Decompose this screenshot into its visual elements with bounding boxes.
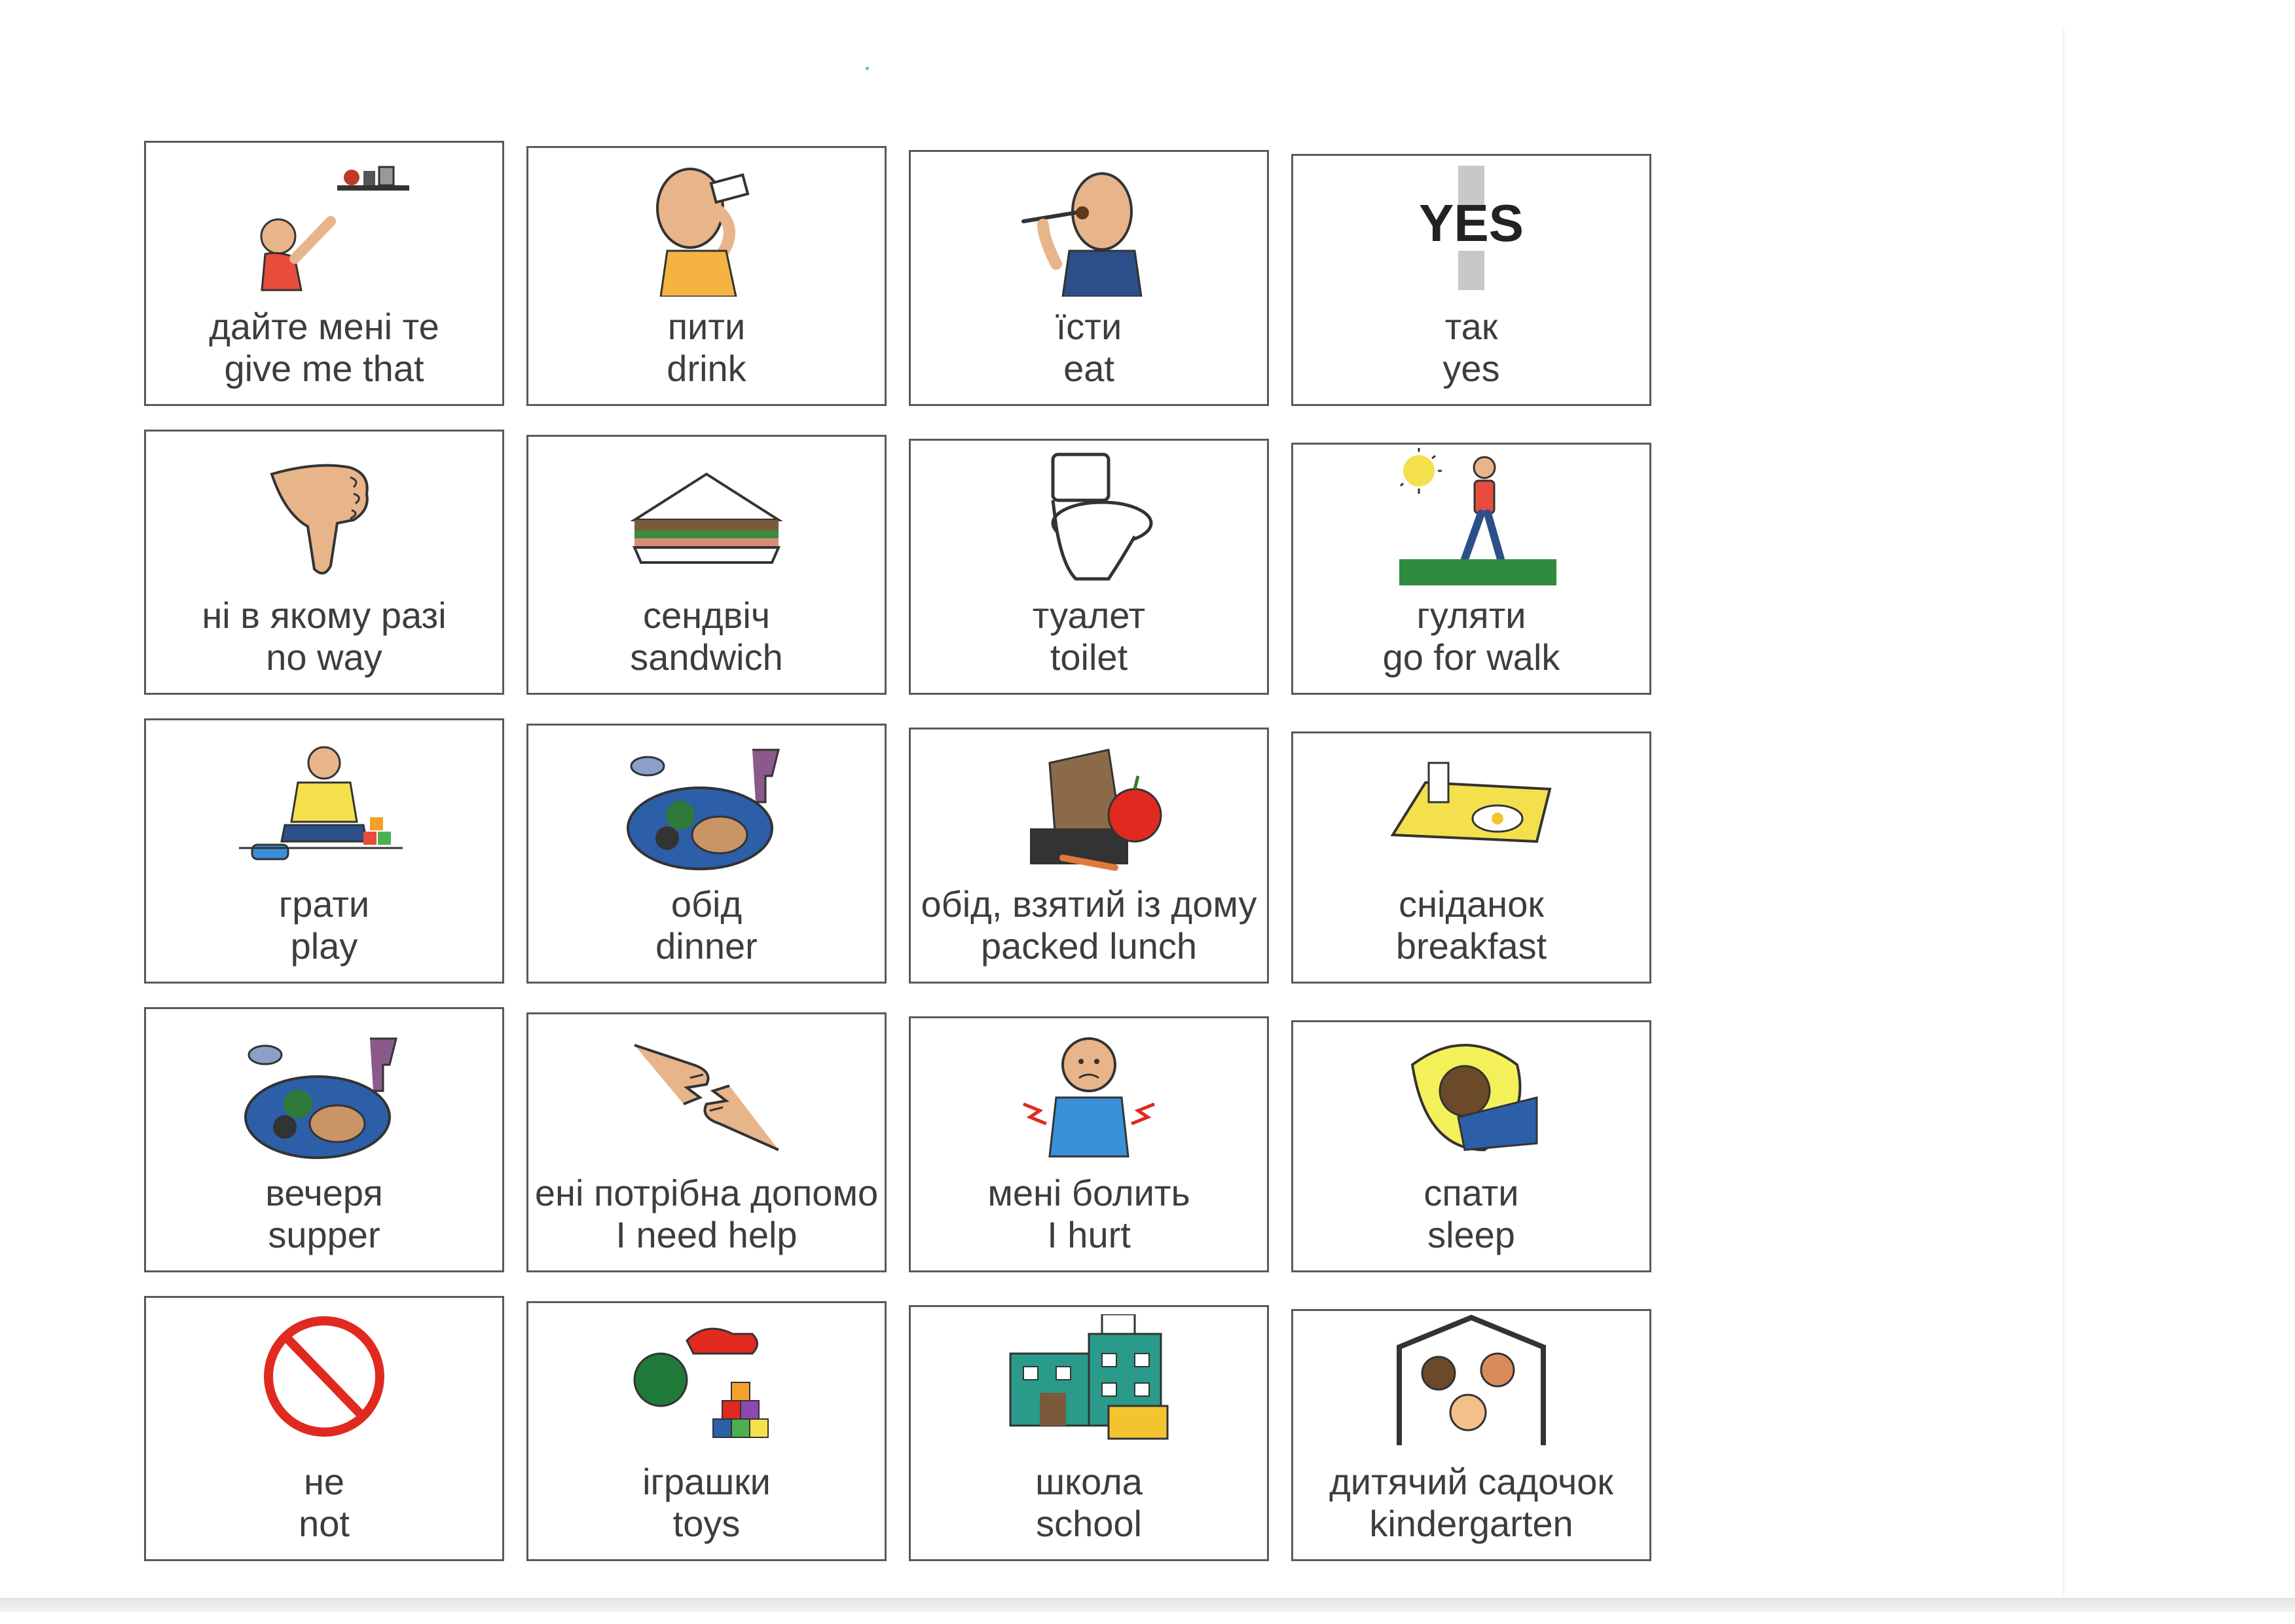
breakfast-tray-icon	[1386, 737, 1556, 874]
card-label-en: breakfast	[1395, 925, 1547, 967]
card-label-en: drink	[667, 348, 746, 389]
card-go-for-walk[interactable]	[1291, 443, 1651, 695]
toys-icon	[621, 1314, 792, 1452]
card-label-uk: ні в якому разі	[202, 595, 447, 636]
card-label-en: no way	[266, 637, 382, 678]
card-packed-lunch[interactable]	[909, 728, 1269, 984]
card-label-en: eat	[1063, 348, 1114, 389]
card-label-en: not	[299, 1503, 350, 1544]
card-drink[interactable]	[526, 146, 887, 406]
card-label-uk: гуляти	[1416, 595, 1526, 636]
card-supper[interactable]	[144, 1007, 504, 1272]
card-school[interactable]	[909, 1305, 1269, 1561]
card-label-en: I need help	[615, 1214, 798, 1255]
school-icon	[1004, 1314, 1174, 1452]
card-label-uk: дитячий садочок	[1329, 1461, 1613, 1502]
card-play[interactable]	[144, 718, 504, 984]
card-no-way[interactable]	[144, 430, 504, 695]
card-label-uk: ені потрібна допомо	[534, 1172, 879, 1213]
walk-icon	[1386, 448, 1556, 585]
scan-bottom-edge	[0, 1598, 2295, 1612]
card-label-en: packed lunch	[980, 925, 1197, 967]
kindergarten-icon	[1386, 1314, 1556, 1452]
card-label-uk: сніданок	[1399, 883, 1544, 925]
card-label-en: I hurt	[1047, 1214, 1131, 1255]
card-eat[interactable]	[909, 150, 1269, 406]
card-label-en: sandwich	[630, 637, 783, 678]
no-sign-icon	[239, 1314, 409, 1452]
card-sleep[interactable]	[1291, 1020, 1651, 1272]
speck	[866, 67, 869, 70]
yes-icon	[1386, 159, 1556, 297]
card-label-uk: вечеря	[265, 1172, 383, 1213]
card-label-en: yes	[1442, 348, 1500, 389]
hurt-icon	[1004, 1025, 1174, 1163]
card-label-en: play	[290, 925, 358, 967]
card-sandwich[interactable]	[526, 435, 887, 695]
card-label-uk: спати	[1423, 1172, 1519, 1213]
card-label-uk: їсти	[1056, 306, 1122, 347]
card-i-need-help[interactable]	[526, 1012, 887, 1272]
card-i-hurt[interactable]	[909, 1016, 1269, 1272]
card-kindergarten[interactable]	[1291, 1309, 1651, 1561]
card-label-en: toys	[672, 1503, 741, 1544]
point-at-shelf-icon	[239, 159, 409, 297]
toilet-icon	[1004, 448, 1174, 585]
sleep-icon	[1386, 1025, 1556, 1163]
card-not[interactable]	[144, 1296, 504, 1561]
card-label-en: school	[1036, 1503, 1142, 1544]
helping-hands-icon	[621, 1025, 792, 1163]
card-label-uk: мені болить	[987, 1172, 1190, 1213]
thumbs-down-icon	[239, 448, 409, 585]
card-label-uk: іграшки	[642, 1461, 771, 1502]
card-label-uk: сендвіч	[642, 595, 771, 636]
card-yes[interactable]	[1291, 154, 1651, 406]
card-dinner[interactable]	[526, 724, 887, 984]
card-label-uk: школа	[1035, 1461, 1143, 1502]
eat-icon	[1004, 159, 1174, 297]
card-label-uk: пити	[667, 306, 746, 347]
card-label-en: toilet	[1050, 637, 1128, 678]
sandwich-icon	[621, 448, 792, 585]
card-label-en: sleep	[1427, 1214, 1515, 1255]
play-icon	[239, 737, 409, 874]
card-label-uk: обід, взятий із дому	[921, 883, 1257, 925]
card-label-uk: туалет	[1032, 595, 1146, 636]
card-label-en: dinner	[655, 925, 758, 967]
card-toys[interactable]	[526, 1301, 887, 1561]
card-label-en: give me that	[224, 348, 424, 389]
card-label-uk: не	[303, 1461, 345, 1502]
supper-plate-icon	[239, 1025, 409, 1163]
card-label-en: go for walk	[1382, 637, 1560, 678]
card-toilet[interactable]	[909, 439, 1269, 695]
page-edge-line	[2063, 26, 2065, 1598]
svg-text:YES: YES	[1418, 194, 1524, 252]
dinner-plate-icon	[621, 737, 792, 874]
card-breakfast[interactable]	[1291, 731, 1651, 984]
card-label-en: kindergarten	[1369, 1503, 1573, 1544]
card-label-en: supper	[268, 1214, 380, 1255]
card-label-uk: дайте мені те	[209, 306, 439, 347]
card-label-uk: так	[1444, 306, 1498, 347]
packed-lunch-icon	[1004, 737, 1174, 874]
symbol-card-grid	[144, 141, 1651, 1561]
card-label-uk: обід	[670, 883, 743, 925]
card-label-uk: грати	[278, 883, 370, 925]
card-give-me-that[interactable]	[144, 141, 504, 406]
drink-icon	[621, 159, 792, 297]
